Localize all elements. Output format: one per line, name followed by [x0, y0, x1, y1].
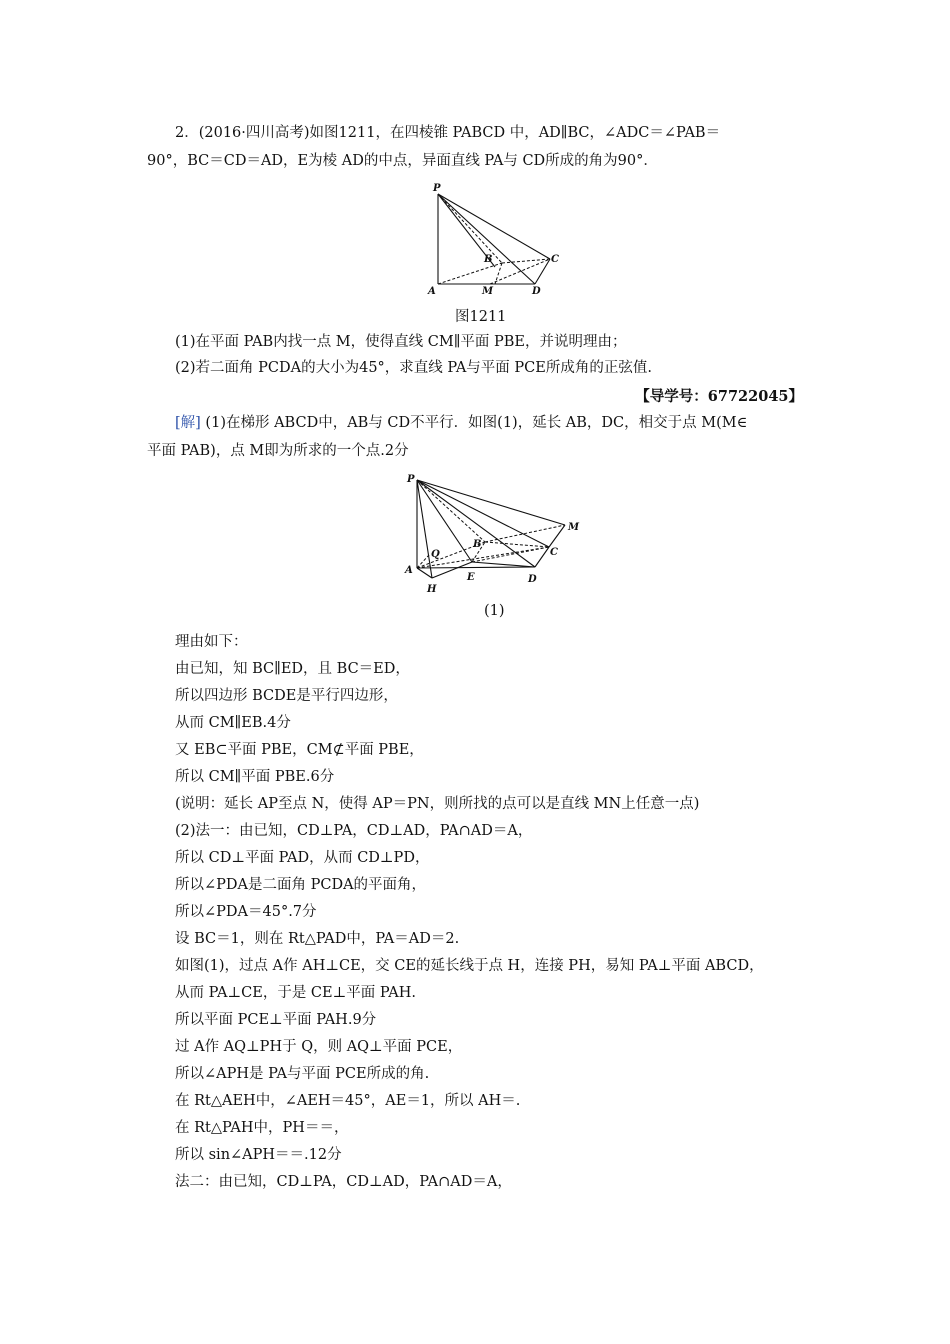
problem-line-1: 2．(2016·四川高考)如图1211，在四棱锥 PABCD 中，AD∥BC，∠ADC＝∠PAB＝ — [175, 125, 721, 141]
fig1-label-D: D — [532, 286, 541, 297]
fig2-label-D: D — [528, 574, 537, 585]
solution-step: 所以平面 PCE⊥平面 PAH.9分 — [175, 1012, 377, 1028]
fig2-label-H: H — [427, 584, 437, 595]
solution-text-1: (1)在梯形 ABCD中，AB与 CD不平行．如图(1)，延长 AB，DC，相交于点 M(M∈ — [200, 415, 748, 431]
solution-step: (说明：延长 AP至点 N，使得 AP＝PN，则所找的点可以是直线 MN上任意一点) — [175, 796, 700, 812]
solution-step: 法二：由已知，CD⊥PA，CD⊥AD，PA∩AD＝A， — [175, 1174, 512, 1190]
question-1: (1)在平面 PAB内找一点 M，使得直线 CM∥平面 PBE，并说明理由； — [175, 334, 627, 350]
figure-1211 — [420, 182, 570, 300]
figure-1-caption: (1) — [484, 603, 505, 619]
fig2-label-B: B — [473, 539, 482, 550]
solution-step: 在 Rt△AEH中，∠AEH＝45°，AE＝1，所以 AH＝. — [175, 1093, 521, 1109]
fig1-label-M: M — [482, 286, 494, 297]
solution-step: 又 EB⊂平面 PBE，CM⊄平面 PBE， — [175, 742, 424, 758]
fig1-label-P: P — [433, 183, 441, 194]
solution-step: 如图(1)，过点 A作 AH⊥CE，交 CE的延长线于点 H，连接 PH，易知 PA⊥平面 ABCD， — [175, 958, 764, 974]
solution-step: 所以∠PDA是二面角 PCDA的平面角， — [175, 877, 427, 893]
fig2-label-M: M — [568, 522, 580, 533]
solution-step: 理由如下： — [175, 634, 248, 650]
solution-step: 所以 CD⊥平面 PAD，从而 CD⊥PD， — [175, 850, 430, 866]
reference-number: 【导学号：67722045】 — [635, 388, 803, 405]
figure-1 — [397, 470, 597, 600]
fig2-label-E: E — [467, 572, 475, 583]
solution-line-2: 平面 PAB)，点 M即为所求的一个点.2分 — [147, 443, 409, 459]
solution-step: (2)法一：由已知，CD⊥PA，CD⊥AD，PA∩AD＝A， — [175, 823, 533, 839]
solution-line-1 — [175, 413, 747, 433]
question-2: (2)若二面角 PCDA的大小为45°，求直线 PA与平面 PCE所成角的正弦值. — [175, 360, 652, 376]
fig1-label-B: B — [484, 254, 493, 265]
solution-step: 从而 CM∥EB.4分 — [175, 715, 291, 731]
solution-step: 设 BC＝1，则在 Rt△PAD中，PA＝AD＝2. — [175, 931, 460, 947]
figure-1211-caption: 图1211 — [455, 309, 507, 325]
fig2-label-P: P — [407, 474, 415, 485]
solution-step: 所以 CM∥平面 PBE.6分 — [175, 769, 335, 785]
solution-step: 过 A作 AQ⊥PH于 Q，则 AQ⊥平面 PCE， — [175, 1039, 463, 1055]
solution-step: 所以四边形 BCDE是平行四边形， — [175, 688, 398, 704]
solution-step: 由已知，知 BC∥ED，且 BC＝ED， — [175, 661, 410, 677]
solution-tag: [解] — [175, 415, 201, 431]
fig2-label-Q: Q — [431, 549, 440, 560]
fig1-label-A: A — [428, 286, 436, 297]
solution-step: 所以∠APH是 PA与平面 PCE所成的角. — [175, 1066, 430, 1082]
solution-step: 所以 sin∠APH＝＝.12分 — [175, 1147, 342, 1163]
solution-step: 所以∠PDA＝45°.7分 — [175, 904, 317, 920]
problem-line-2: 90°，BC＝CD＝AD，E为棱 AD的中点，异面直线 PA与 CD所成的角为90°． — [147, 153, 658, 169]
fig2-label-A: A — [405, 565, 413, 576]
solution-step: 在 Rt△PAH中，PH＝＝， — [175, 1120, 349, 1136]
fig2-label-C: C — [550, 547, 558, 558]
solution-step: 从而 PA⊥CE，于是 CE⊥平面 PAH. — [175, 985, 417, 1001]
fig1-label-C: C — [551, 254, 559, 265]
